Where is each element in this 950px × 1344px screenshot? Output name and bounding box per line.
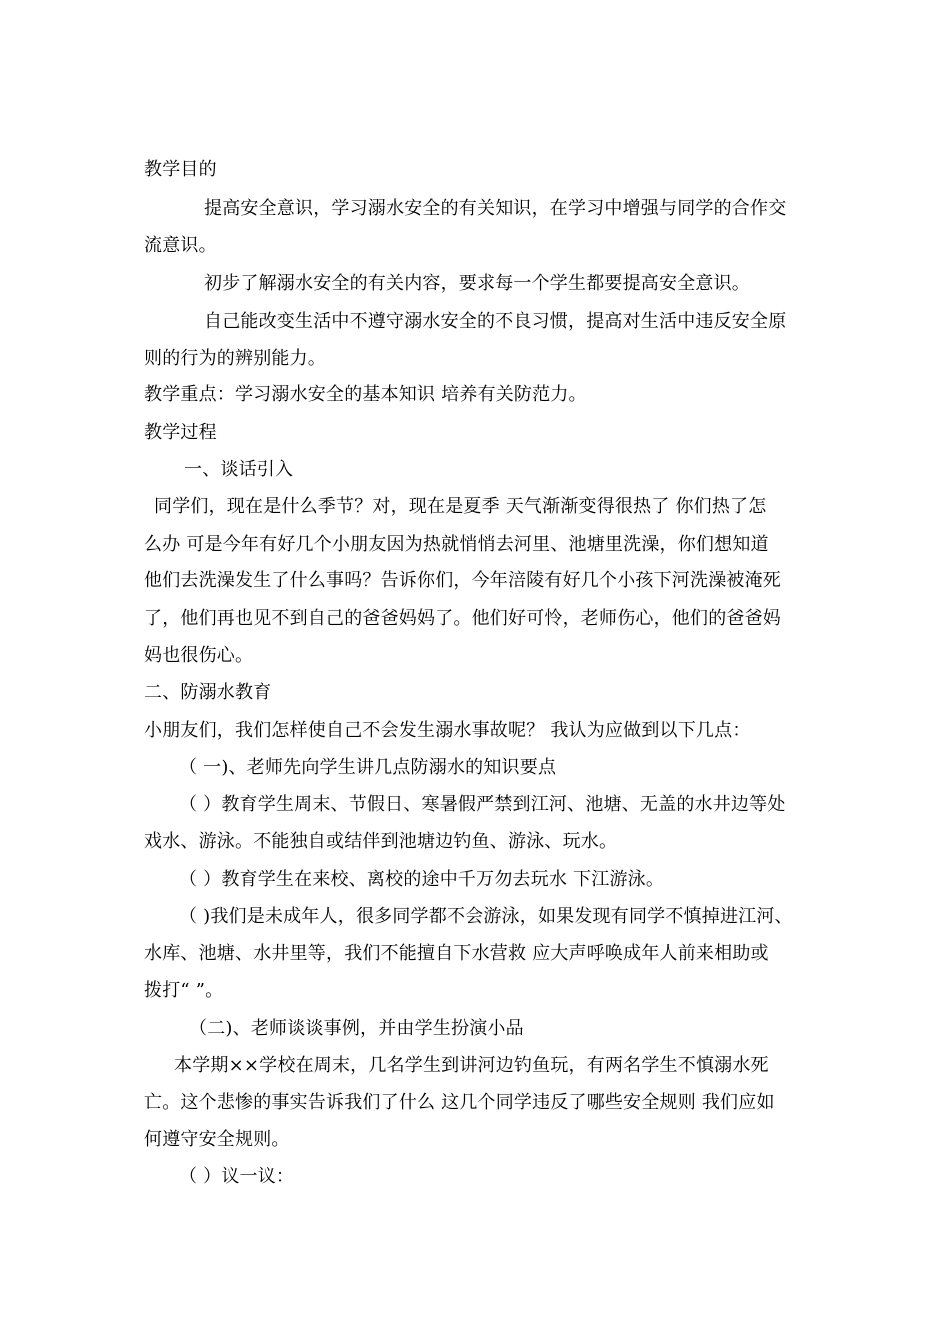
objective-paragraph-3-line-1: 自己能改变生活中不遵守溺水安全的不良习惯，提高对生活中违反安全原	[204, 311, 787, 332]
item-1-line-1: （ ）教育学生周末、节假日、寒暑假严禁到江河、池塘、无盖的水井边等处	[179, 794, 786, 815]
subsection-1-title: （ 一)、老师先向学生讲几点防溺水的知识要点	[179, 757, 557, 778]
section-1-title: 一、谈话引入	[184, 459, 294, 480]
case-paragraph-line-3: 何遵守安全规则。	[144, 1129, 290, 1150]
heading-process: 教学过程	[144, 422, 217, 443]
section-2-intro: 小朋友们，我们怎样使自己不会发生溺水事故呢？ 我认为应做到以下几点：	[144, 720, 751, 741]
objective-paragraph-1-line-2: 流意识。	[144, 235, 217, 256]
section-1-paragraph-line-2: 么办 可是今年有好几个小朋友因为热就悄悄去河里、池塘里洗澡，你们想知道	[144, 534, 769, 555]
item-3-line-2: 水库、池塘、水井里等，我们不能擅自下水营救 应大声呼唤成年人前来相助或	[144, 943, 769, 964]
item-3-line-1: （ )我们是未成年人，很多同学都不会游泳，如果发现有同学不慎掉进江河、	[179, 906, 793, 927]
section-1-paragraph-line-4: 了，他们再也见不到自己的爸爸妈妈了。他们好可怜，老师伤心，他们的爸爸妈	[144, 608, 781, 629]
section-1-paragraph-line-5: 妈也很伤心。	[144, 645, 254, 666]
heading-objective: 教学目的	[144, 159, 217, 180]
item-1-line-2: 戏水、游泳。不能独自或结伴到池塘边钓鱼、游泳、玩水。	[144, 831, 618, 852]
objective-paragraph-1-line-1: 提高安全意识，学习溺水安全的有关知识，在学习中增强与同学的合作交	[204, 198, 787, 219]
discuss-item: （ ）议一议：	[179, 1166, 295, 1187]
item-2: （ ）教育学生在来校、离校的途中千万勿去玩水 下江游泳。	[179, 869, 665, 890]
section-2-title: 二、防溺水教育	[144, 682, 272, 703]
objective-paragraph-3-line-2: 则的行为的辨别能力。	[144, 348, 326, 369]
key-points: 教学重点：学习溺水安全的基本知识 培养有关防范力。	[144, 384, 587, 405]
section-1-paragraph-line-1: 同学们，现在是什么季节？对，现在是夏季 天气渐渐变得很热了 你们热了怎	[154, 496, 767, 517]
subsection-2-title: （二)、老师谈谈事例，并由学生扮演小品	[189, 1018, 524, 1039]
objective-paragraph-2: 初步了解溺水安全的有关内容，要求每一个学生都要提高安全意识。	[204, 273, 750, 294]
item-3-line-3: 拨打“ ”。	[144, 980, 224, 1001]
case-paragraph-line-1: 本学期××学校在周末，几名学生到讲河边钓鱼玩，有两名学生不慎溺水死	[174, 1055, 769, 1076]
case-paragraph-line-2: 亡。这个悲惨的事实告诉我们了什么 这几个同学违反了哪些安全规则 我们应如	[144, 1092, 775, 1113]
section-1-paragraph-line-3: 他们去洗澡发生了什么事吗？告诉你们，今年涪陵有好几个小孩下河洗澡被淹死	[144, 570, 781, 591]
